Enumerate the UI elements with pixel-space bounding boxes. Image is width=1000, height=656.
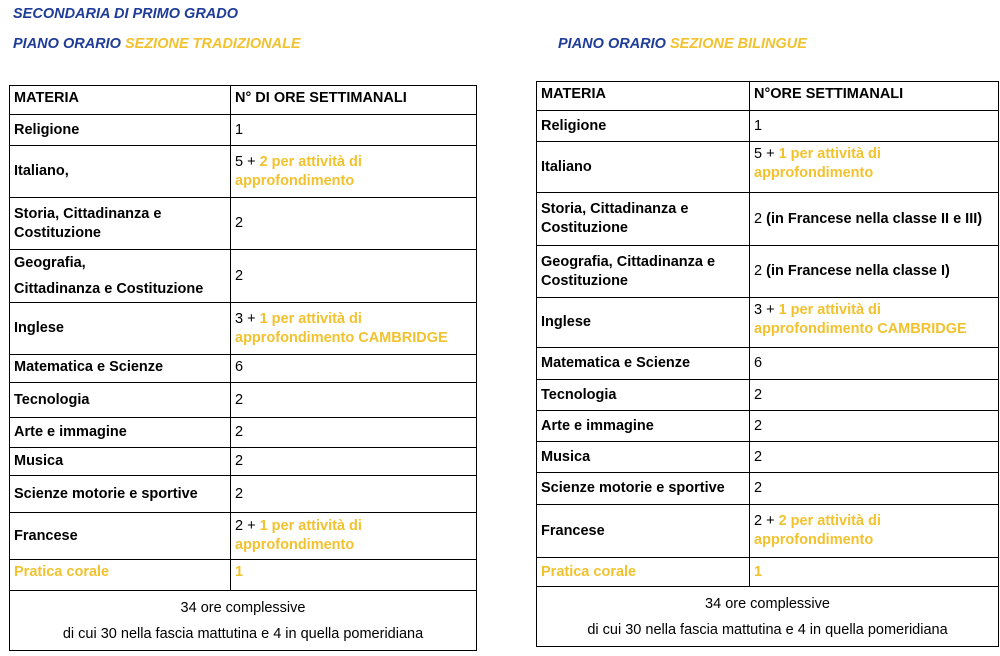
table-header-row: [537, 82, 999, 111]
hours-cell: 2: [750, 473, 999, 505]
table-row: [10, 448, 477, 476]
hours-cell: 6: [231, 355, 477, 383]
subject-cell: Tecnologia: [537, 380, 750, 411]
hours-cell: 1: [750, 558, 999, 587]
hours-cell: 1: [231, 560, 477, 591]
hours-cell: 2: [231, 476, 477, 513]
hours-value: 3 +: [754, 302, 775, 318]
subject-line: Cittadinanza e Costituzione: [14, 281, 204, 297]
table-row: [10, 303, 477, 355]
col-header-hours: N° DI ORE SETTIMANALI: [231, 86, 477, 115]
hours-cell: 1: [231, 115, 477, 146]
table-row: [10, 250, 477, 303]
subject-cell: Arte e immagine: [10, 418, 231, 448]
table-row: [537, 111, 999, 142]
footer-line: di cui 30 nella fascia mattutina e 4 in quella pomeridiana: [587, 621, 948, 638]
subject-cell: Religione: [10, 115, 231, 146]
hours-cell: [750, 142, 999, 193]
subject-cell: Arte e immagine: [537, 411, 750, 442]
table-row: [10, 355, 477, 383]
subject-cell: Pratica corale: [537, 558, 750, 587]
col-header-hours: N°ORE SETTIMANALI: [750, 82, 999, 111]
table-row: [537, 348, 999, 380]
col-header-subject: MATERIA: [10, 86, 231, 115]
extra-hours-note: 1 per attività di approfondimento CAMBRIDGE: [235, 310, 448, 346]
table-row: [10, 476, 477, 513]
table-row: [10, 513, 477, 560]
col-header-subject: MATERIA: [537, 82, 750, 111]
footer-line: 34 ore complessive: [180, 599, 306, 616]
subject-cell: [10, 250, 231, 303]
table-footer-row: [537, 587, 999, 647]
hours-cell: [750, 193, 999, 246]
table-row: [10, 560, 477, 591]
table-row: [537, 411, 999, 442]
hours-cell: [750, 505, 999, 558]
table-row: [537, 558, 999, 587]
language-note: (in Francese nella classe I): [766, 263, 950, 279]
hours-cell: [750, 246, 999, 298]
subject-cell: Matematica e Scienze: [10, 355, 231, 383]
subject-cell: Geografia, Cittadinanza e Costituzione: [537, 246, 750, 298]
subject-cell: Inglese: [537, 298, 750, 348]
total-hours-summary: [10, 591, 477, 651]
hours-cell: 6: [750, 348, 999, 380]
page-title: SECONDARIA DI PRIMO GRADO: [13, 6, 239, 22]
subject-cell: Pratica corale: [10, 560, 231, 591]
subject-cell: Musica: [537, 442, 750, 473]
hours-cell: 1: [750, 111, 999, 142]
subject-cell: Tecnologia: [10, 383, 231, 418]
table-row: [537, 193, 999, 246]
right-heading-highlight: SEZIONE BILINGUE: [669, 36, 807, 52]
table-row: [537, 246, 999, 298]
subject-cell: Religione: [537, 111, 750, 142]
subject-cell: Italiano: [537, 142, 750, 193]
language-note: (in Francese nella classe II e III): [766, 210, 983, 227]
table-header-row: [10, 86, 477, 115]
hours-value: 2: [754, 263, 763, 279]
hours-cell: [750, 298, 999, 348]
schedule-table-bilingual: [536, 81, 999, 647]
subject-cell: Scienze motorie e sportive: [10, 476, 231, 513]
hours-cell: 2: [231, 448, 477, 476]
table-row: [10, 115, 477, 146]
subject-cell: Francese: [537, 505, 750, 558]
table-row: [537, 298, 999, 348]
hours-cell: 2: [750, 411, 999, 442]
hours-value: 2 +: [754, 513, 775, 529]
hours-cell: [231, 513, 477, 560]
hours-value: 2 +: [235, 518, 256, 534]
table-row: [537, 442, 999, 473]
table-row: [10, 418, 477, 448]
footer-line: 34 ore complessive: [705, 595, 830, 612]
subject-cell: Scienze motorie e sportive: [537, 473, 750, 505]
left-heading-prefix: PIANO ORARIO: [13, 36, 121, 52]
hours-cell: 2: [750, 380, 999, 411]
extra-hours-note: 1 per attività di approfondimento: [235, 518, 362, 553]
table-row: [537, 473, 999, 505]
subject-cell: Musica: [10, 448, 231, 476]
table-row: [537, 142, 999, 193]
extra-hours-note: 1 per attività di approfondimento CAMBRIDGE: [754, 302, 967, 337]
extra-hours-note: 2 per attività di approfondimento: [235, 153, 362, 189]
hours-cell: 2: [231, 383, 477, 418]
hours-cell: 2: [231, 198, 477, 250]
subject-cell: Storia, Cittadinanza e Costituzione: [537, 193, 750, 246]
hours-cell: 2: [750, 442, 999, 473]
hours-value: 5 +: [754, 146, 775, 162]
subject-line: Geografia,: [14, 255, 86, 271]
table-row: [10, 383, 477, 418]
subject-cell: Francese: [10, 513, 231, 560]
subject-cell: Italiano,: [10, 146, 231, 198]
left-heading-highlight: SEZIONE TRADIZIONALE: [124, 36, 301, 52]
total-hours-summary: [537, 587, 999, 647]
table-row: [10, 146, 477, 198]
schedule-table-traditional: [9, 85, 477, 651]
hours-value: 3 +: [235, 310, 256, 327]
hours-cell: [231, 146, 477, 198]
right-section-heading: [558, 36, 807, 52]
table-row: [537, 380, 999, 411]
hours-value: 5 +: [235, 153, 256, 170]
subject-cell: Inglese: [10, 303, 231, 355]
table-row: [10, 198, 477, 250]
subject-cell: Matematica e Scienze: [537, 348, 750, 380]
subject-cell: Storia, Cittadinanza e Costituzione: [10, 198, 231, 250]
hours-cell: 2: [231, 250, 477, 303]
footer-line: di cui 30 nella fascia mattutina e 4 in quella pomeridiana: [62, 625, 424, 642]
right-heading-prefix: PIANO ORARIO: [558, 36, 666, 52]
extra-hours-note: 1 per attività di approfondimento: [754, 146, 881, 181]
left-section-heading: [13, 36, 301, 52]
hours-cell: 2: [231, 418, 477, 448]
hours-cell: [231, 303, 477, 355]
hours-value: 2: [754, 210, 763, 227]
table-footer-row: [10, 591, 477, 651]
extra-hours-note: 2 per attività di approfondimento: [754, 513, 881, 548]
table-row: [537, 505, 999, 558]
